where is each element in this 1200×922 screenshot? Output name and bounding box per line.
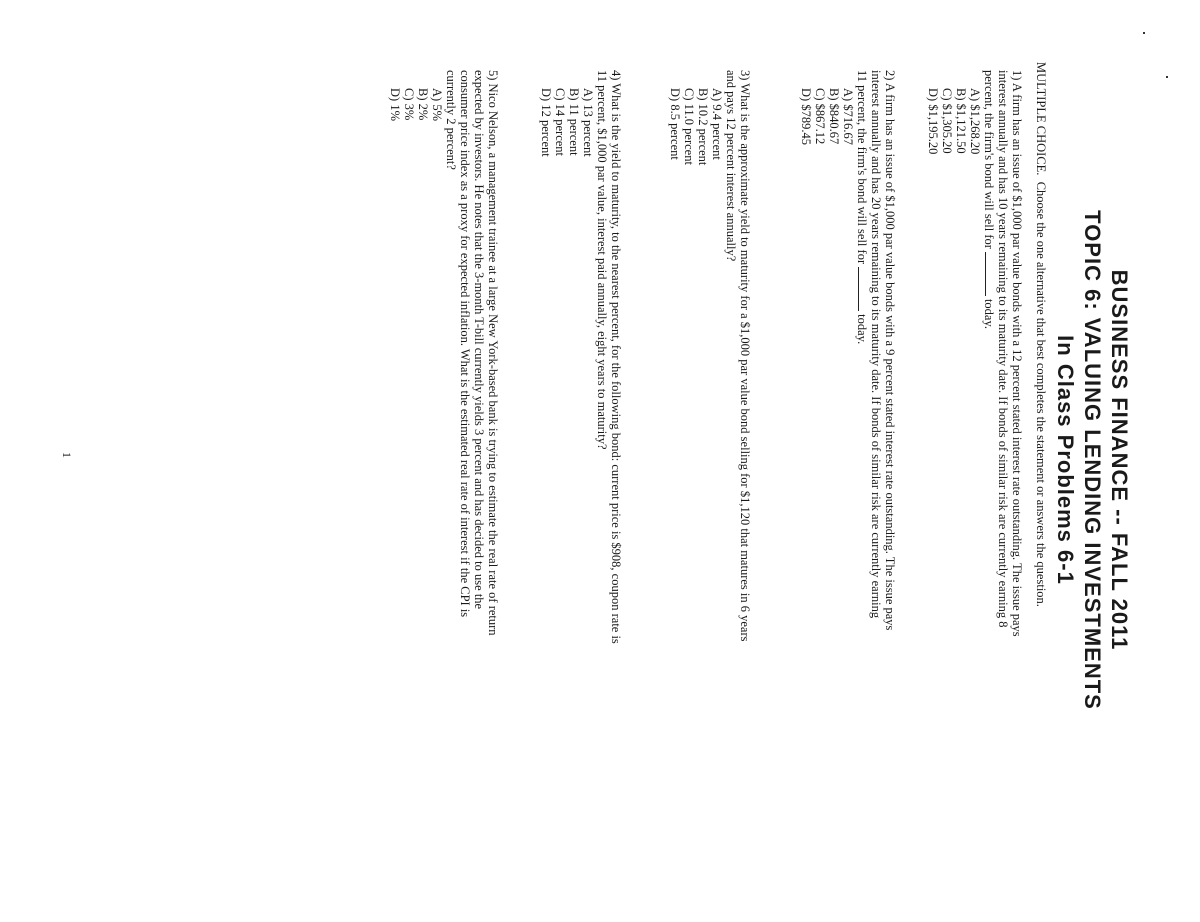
question-line: and pays 12 percent interest annually? xyxy=(724,70,738,262)
option-b: B) $1,121.50 xyxy=(954,88,968,154)
option-a: A) $716.67 xyxy=(841,88,855,145)
question-2 xyxy=(799,70,897,910)
option-a: A) 9.4 percent xyxy=(710,88,724,160)
question-line: 1) A firm has an issue of $1,000 par value bonds with a 12 percent stated interest rate outstanding. The issue pays xyxy=(1010,70,1024,637)
question-line: interest annually and has 20 years remaining to its maturity date. If bonds of similar risk are currently earning xyxy=(869,70,883,619)
option-b: B) 10.2 percent xyxy=(696,88,710,166)
answer-options xyxy=(799,88,855,910)
scan-speck xyxy=(1166,76,1168,78)
option-c: C) 14 percent xyxy=(553,88,567,157)
question-line: 11 percent, $1,000 par value, interest paid annually, eight years to maturity? xyxy=(595,70,609,450)
option-c: C) 3% xyxy=(402,88,416,121)
option-a: A) $1,268.20 xyxy=(968,88,982,155)
question-line: 2) A firm has an issue of $1,000 par value bonds with a 9 percent stated interest rate outstanding. The issue pays xyxy=(883,70,897,631)
problem-set-title: In Class Problems 6-1 xyxy=(1053,335,1078,585)
option-a: A) 5% xyxy=(430,88,444,121)
option-b: B) $840.67 xyxy=(827,88,841,145)
answer-options xyxy=(388,88,444,910)
question-line: 3) What is the approximate yield to maturity for a $1,000 par value bond selling for $1,120 that matures in 6 years xyxy=(738,70,752,642)
option-c: C) $867.12 xyxy=(813,88,827,145)
answer-options xyxy=(926,88,982,910)
question-line: expected by investors. He notes that the 3-month T-bill currently yields 3 percent and has decided to use the xyxy=(472,70,486,610)
question-line: interest annually and has 10 years remaining to its maturity date. If bonds of similar risk are currently earning 8 xyxy=(996,70,1010,628)
scan-speck xyxy=(1143,32,1145,34)
answer-blank xyxy=(985,252,986,296)
answer-options xyxy=(668,88,724,910)
option-b: B) 11 percent xyxy=(567,88,581,156)
question-line: percent, the firm's bond will sell fortoday. xyxy=(982,70,996,330)
question-line: 11 percent, the firm's bond will sell fortoday. xyxy=(855,70,869,345)
course-title: BUSINESS FINANCE -- FALL 2011 xyxy=(1107,269,1132,651)
instructions-text: Choose the one alternative that best completes the statement or answers the question. xyxy=(1034,181,1048,607)
option-d: D) $789.45 xyxy=(799,88,813,145)
page-number: 1 xyxy=(60,452,74,458)
option-d: D) 12 percent xyxy=(539,88,553,157)
answer-options xyxy=(539,88,595,910)
question-3 xyxy=(668,70,752,910)
topic-title: TOPIC 6: VALUING LENDING INVESTMENTS xyxy=(1080,210,1105,710)
question-line: 4) What is the yield to maturity, to the nearest percent, for the following bond: current price is $908, coupon rate is xyxy=(609,70,623,644)
option-c: C) $1,305.20 xyxy=(940,88,954,154)
option-a: A) 13 percent xyxy=(581,88,595,157)
question-line: 5) Nico Nelson, a management trainee at a large New York-based bank is trying to estimate the real rate of return xyxy=(486,70,500,636)
question-1 xyxy=(926,70,1024,910)
answer-blank xyxy=(858,267,859,311)
option-b: B) 2% xyxy=(416,88,430,121)
option-c: C) 11.0 percent xyxy=(682,88,696,165)
option-d: D) 1% xyxy=(388,88,402,121)
option-d: D) 8.5 percent xyxy=(668,88,682,160)
instructions xyxy=(1033,62,1048,922)
question-line: consumer price index as a proxy for expected inflation. What is the estimated real rate of interest if the CPI is xyxy=(458,70,472,618)
question-line: currently 2 percent? xyxy=(444,70,458,170)
question-4 xyxy=(539,70,623,910)
option-d: D) $1,195.20 xyxy=(926,88,940,155)
instructions-label: MULTIPLE CHOICE. xyxy=(1034,62,1048,176)
question-5 xyxy=(388,70,500,910)
